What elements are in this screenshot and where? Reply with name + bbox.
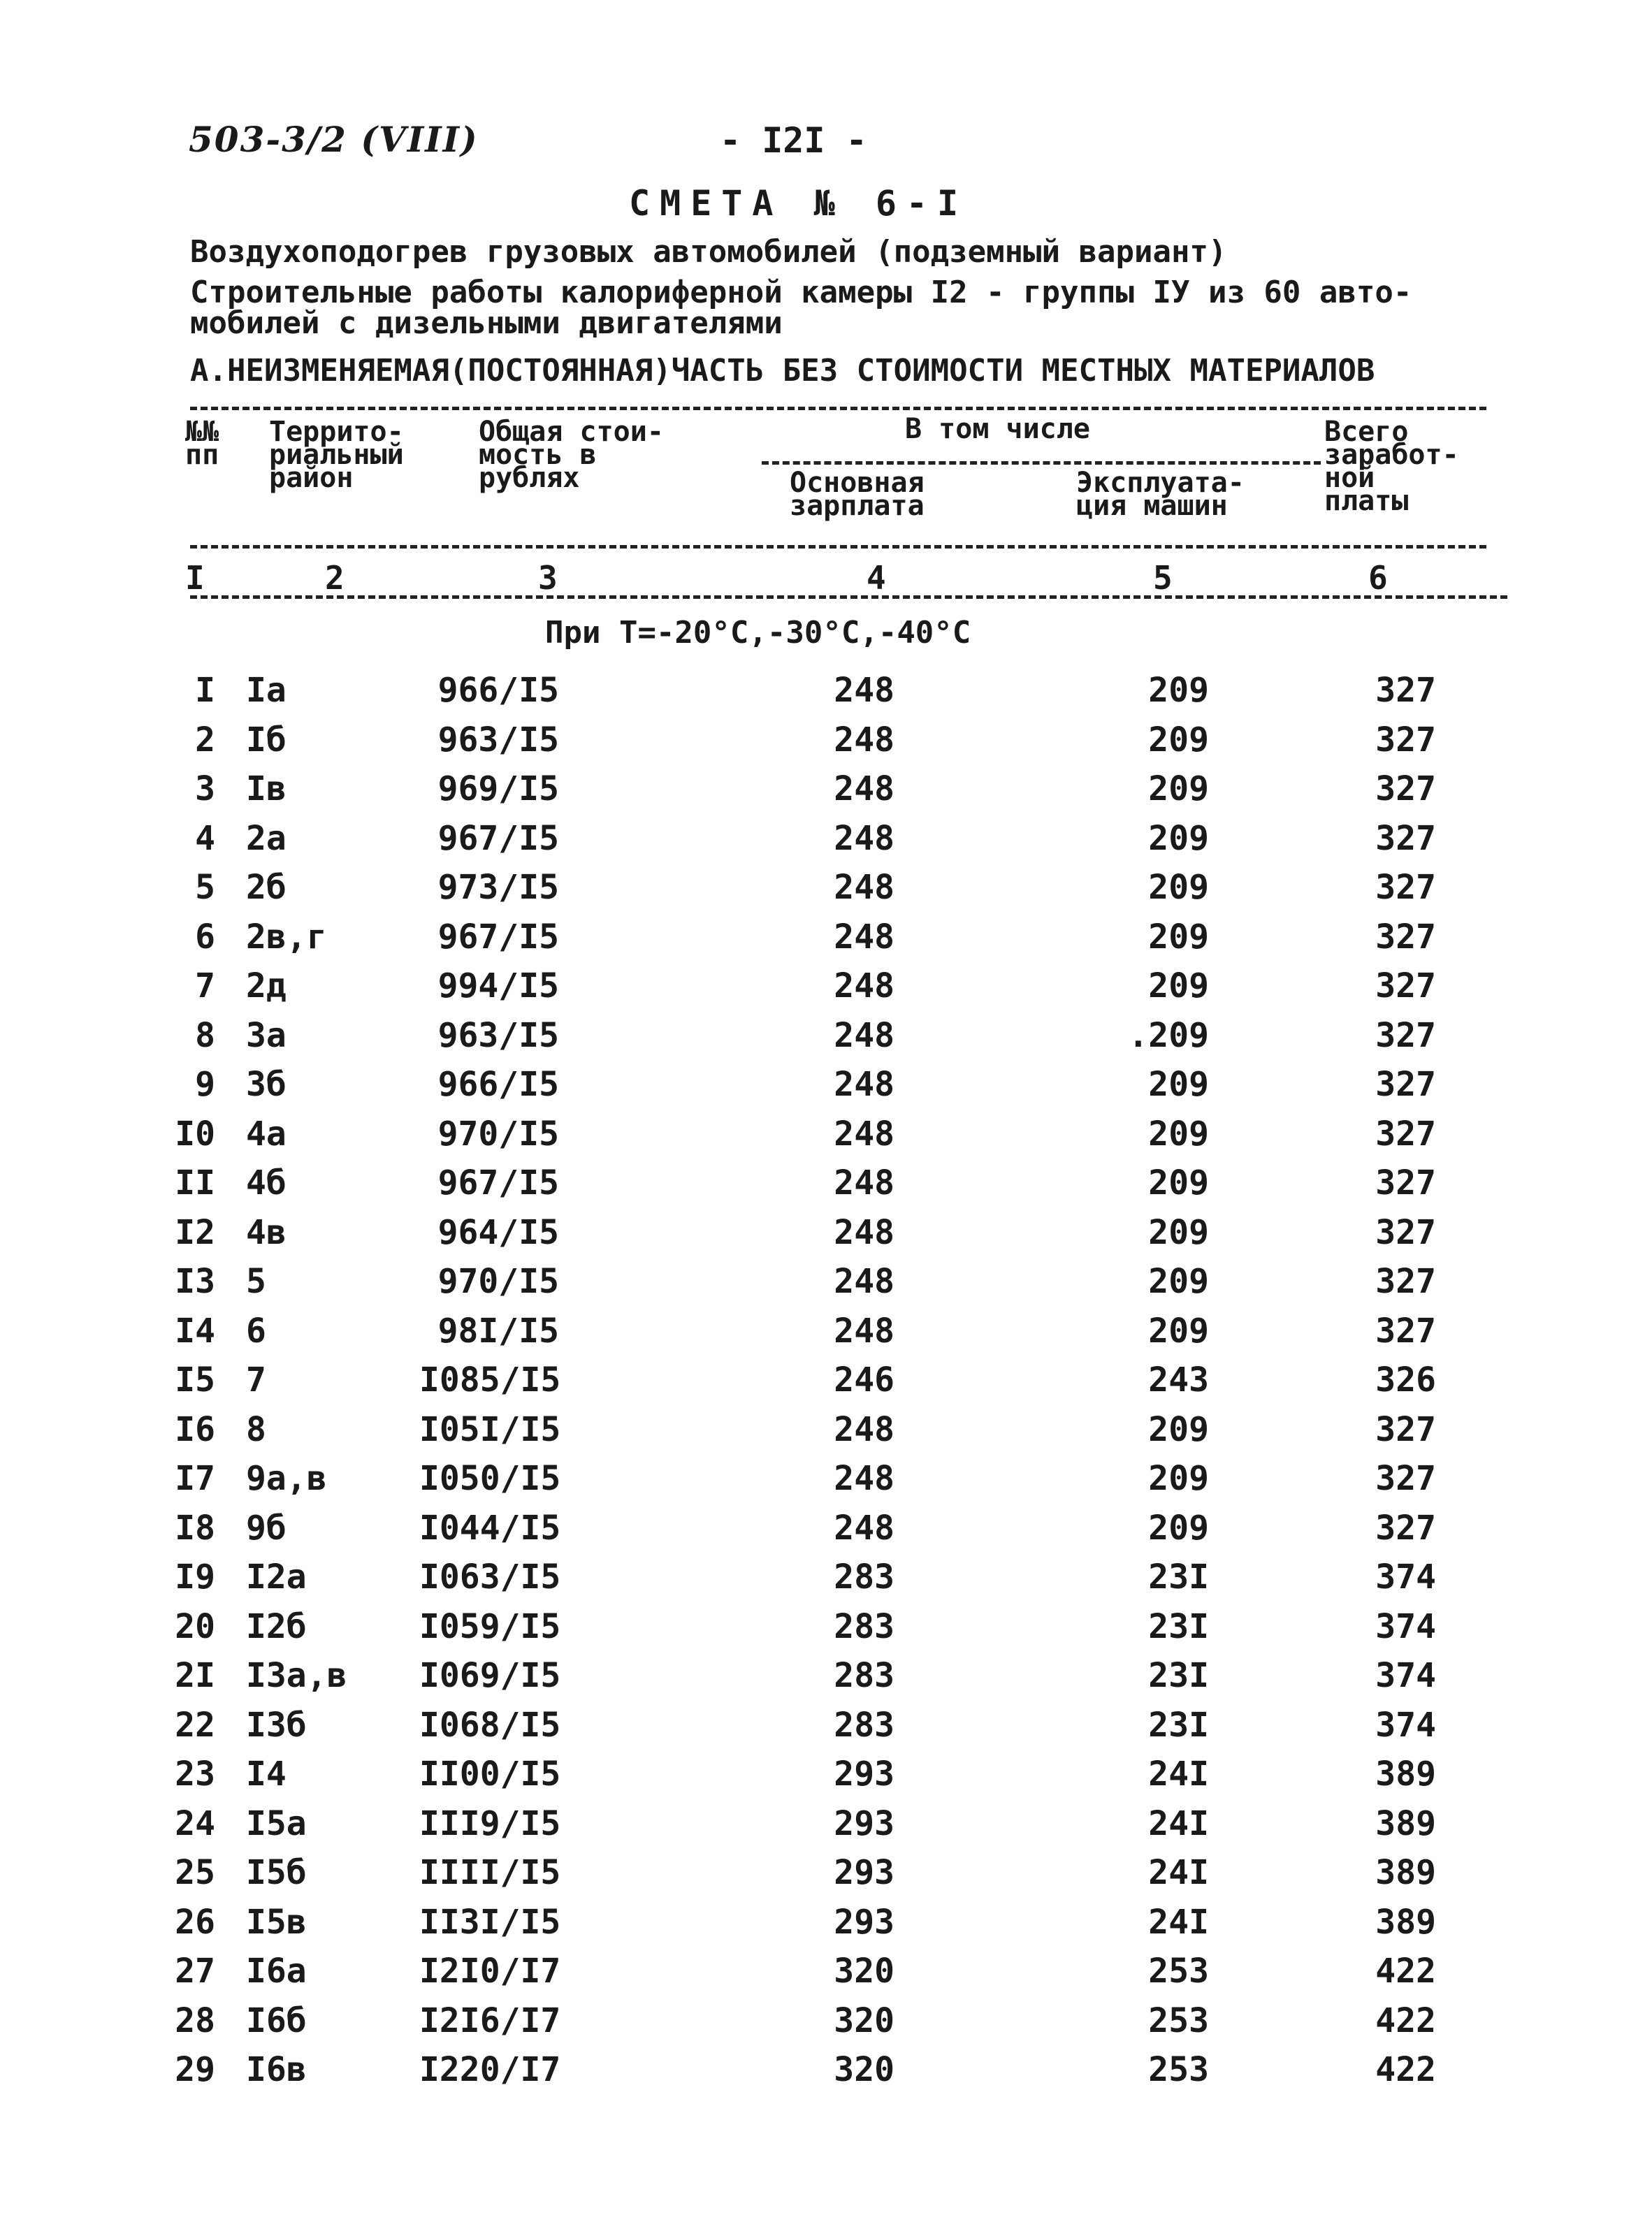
cell-region: 7 [246, 1360, 266, 1400]
cell-region: I5б [246, 1853, 307, 1892]
cell-machine-operation: 23I [1148, 1558, 1209, 1597]
cell-total-cost: I05I/I5 [419, 1409, 561, 1449]
cell-total-wages: 327 [1375, 1212, 1436, 1252]
cell-total-cost: 994/I5 [437, 966, 559, 1005]
table-rule-top [190, 407, 1486, 410]
cell-region: I2б [246, 1606, 307, 1646]
cell-region: I6а [246, 1952, 307, 1991]
cell-total-wages: 374 [1375, 1606, 1436, 1646]
cell-total-wages: 327 [1375, 671, 1436, 710]
cell-region: I6б [246, 2001, 307, 2040]
cell-base-wage: 248 [834, 1311, 894, 1351]
col-number-3: 3 [538, 559, 558, 597]
cell-base-wage: 248 [834, 917, 894, 957]
table-row [0, 1952, 1652, 2001]
cell-total-wages: 327 [1375, 1065, 1436, 1104]
table-row [0, 1706, 1652, 1755]
cell-machine-operation: 209 [1148, 818, 1209, 858]
cell-region: 2а [246, 818, 287, 858]
cell-base-wage: 248 [834, 1508, 894, 1548]
cell-base-wage: 248 [834, 1262, 894, 1301]
cell-total-cost: I050/I5 [419, 1459, 561, 1498]
cell-machine-operation: 253 [1148, 2001, 1209, 2040]
cell-base-wage: 283 [834, 1656, 894, 1695]
table-row [0, 671, 1652, 720]
cell-row-number: 23 [175, 1755, 215, 1794]
table-row [0, 1360, 1652, 1410]
cell-region: Iа [246, 671, 287, 710]
cell-total-wages: 389 [1375, 1902, 1436, 1942]
cell-machine-operation: 209 [1148, 720, 1209, 760]
cell-machine-operation: 23I [1148, 1606, 1209, 1646]
cell-row-number: 22 [175, 1705, 215, 1745]
cell-machine-operation: 243 [1148, 1360, 1209, 1400]
cell-base-wage: 248 [834, 720, 894, 760]
subtitle-line-1: Воздухоподогрев грузовых автомобилей (подземный вариант) [190, 234, 1227, 270]
cell-machine-operation: .209 [1128, 1015, 1209, 1055]
cell-machine-operation: 23I [1148, 1656, 1209, 1695]
cell-total-cost: 966/I5 [437, 1065, 559, 1104]
col-header-total-wages: Всего заработ- ной платы [1324, 416, 1459, 517]
table-rule-mid [190, 545, 1486, 549]
table-row [0, 868, 1652, 917]
cell-total-cost: 967/I5 [437, 917, 559, 957]
cell-region: I3а,в [246, 1656, 347, 1695]
cell-total-wages: 327 [1375, 1163, 1436, 1203]
table-row [0, 1509, 1652, 1558]
cell-total-cost: IIII/I5 [419, 1853, 561, 1892]
cell-total-wages: 327 [1375, 1459, 1436, 1498]
cell-total-wages: 327 [1375, 1262, 1436, 1301]
cell-total-wages: 327 [1375, 720, 1436, 760]
table-rule-bottom [190, 595, 1507, 599]
table-row [0, 1312, 1652, 1361]
cell-total-wages: 422 [1375, 2001, 1436, 2040]
col-header-machine-operation: Эксплуата- ция машин [1076, 467, 1245, 522]
cell-machine-operation: 209 [1148, 966, 1209, 1005]
document-title: СМЕТА № 6-I [629, 183, 969, 224]
table-row [0, 2001, 1652, 2051]
cell-total-cost: I063/I5 [419, 1558, 561, 1597]
table-row [0, 2050, 1652, 2100]
subtitle-line-2: Строительные работы калориферной камеры I2 - группы IУ из 60 авто- [190, 275, 1412, 310]
cell-total-wages: 327 [1375, 1015, 1436, 1055]
table-row [0, 1016, 1652, 1066]
col-header-region: Террито- риальный район [269, 416, 404, 494]
cell-base-wage: 248 [834, 1212, 894, 1252]
cell-total-wages: 327 [1375, 966, 1436, 1005]
cell-row-number: I2 [175, 1212, 215, 1252]
cell-base-wage: 320 [834, 2001, 894, 2040]
cell-total-wages: 327 [1375, 1409, 1436, 1449]
table-row [0, 1656, 1652, 1706]
cell-total-cost: II3I/I5 [419, 1902, 561, 1942]
cell-machine-operation: 209 [1148, 1508, 1209, 1548]
col-number-5: 5 [1153, 559, 1173, 597]
cell-total-wages: 422 [1375, 2050, 1436, 2089]
document-code: 503-3/2 (VIII) [189, 119, 479, 160]
cell-region: 2в,г [246, 917, 327, 957]
cell-machine-operation: 209 [1148, 1311, 1209, 1351]
cell-base-wage: 283 [834, 1705, 894, 1745]
cell-total-cost: 98I/I5 [437, 1311, 559, 1351]
table-row [0, 769, 1652, 819]
cell-total-cost: 970/I5 [437, 1114, 559, 1154]
cell-machine-operation: 209 [1148, 1163, 1209, 1203]
cell-row-number: I4 [175, 1311, 215, 1351]
cell-row-number: 9 [195, 1065, 215, 1104]
table-row [0, 1459, 1652, 1509]
cell-region: 5 [246, 1262, 266, 1301]
cell-row-number: 28 [175, 2001, 215, 2040]
section-title: А.НЕИЗМЕНЯЕМАЯ(ПОСТОЯННАЯ)ЧАСТЬ БЕЗ СТОИМОСТИ МЕСТНЫХ МАТЕРИАЛОВ [190, 353, 1375, 389]
cell-total-cost: 973/I5 [437, 868, 559, 907]
cell-machine-operation: 209 [1148, 1065, 1209, 1104]
col-header-including: В том числе [905, 413, 1090, 445]
cell-machine-operation: 209 [1148, 671, 1209, 710]
cell-machine-operation: 23I [1148, 1705, 1209, 1745]
cell-total-cost: 963/I5 [437, 1015, 559, 1055]
cell-row-number: I6 [175, 1409, 215, 1449]
cell-base-wage: 283 [834, 1558, 894, 1597]
cell-row-number: 25 [175, 1853, 215, 1892]
cell-total-cost: 970/I5 [437, 1262, 559, 1301]
cell-total-wages: 374 [1375, 1705, 1436, 1745]
cell-total-cost: 967/I5 [437, 818, 559, 858]
cell-total-wages: 422 [1375, 1952, 1436, 1991]
cell-total-wages: 374 [1375, 1558, 1436, 1597]
cell-region: I3б [246, 1705, 307, 1745]
cell-region: 2б [246, 868, 287, 907]
cell-row-number: 4 [195, 818, 215, 858]
cell-total-cost: I2I6/I7 [419, 2001, 561, 2040]
cell-region: Iв [246, 769, 287, 808]
cell-base-wage: 293 [834, 1803, 894, 1843]
cell-base-wage: 248 [834, 671, 894, 710]
cell-total-cost: I069/I5 [419, 1656, 561, 1695]
table-row [0, 1065, 1652, 1114]
cell-row-number: I5 [175, 1360, 215, 1400]
cell-total-wages: 327 [1375, 769, 1436, 808]
table-row [0, 1410, 1652, 1460]
cell-region: Iб [246, 720, 287, 760]
table-body [0, 671, 1652, 2100]
cell-machine-operation: 209 [1148, 868, 1209, 907]
table-row [0, 1607, 1652, 1657]
col-number-2: 2 [325, 559, 345, 597]
cell-machine-operation: 209 [1148, 1262, 1209, 1301]
table-row [0, 1262, 1652, 1312]
cell-base-wage: 248 [834, 769, 894, 808]
cell-total-cost: I059/I5 [419, 1606, 561, 1646]
cell-region: 6 [246, 1311, 266, 1351]
col-number-6: 6 [1368, 559, 1388, 597]
cell-base-wage: 293 [834, 1755, 894, 1794]
col-number-1: I [185, 559, 205, 597]
cell-region: 8 [246, 1409, 266, 1449]
cell-region: 3а [246, 1015, 287, 1055]
cell-region: 4в [246, 1212, 287, 1252]
cell-total-wages: 326 [1375, 1360, 1436, 1400]
cell-base-wage: 248 [834, 1114, 894, 1154]
cell-region: I4 [246, 1755, 287, 1794]
cell-row-number: I7 [175, 1459, 215, 1498]
cell-machine-operation: 253 [1148, 1952, 1209, 1991]
cell-row-number: 29 [175, 2050, 215, 2089]
table-row [0, 1804, 1652, 1854]
cell-machine-operation: 209 [1148, 1114, 1209, 1154]
cell-base-wage: 320 [834, 2050, 894, 2089]
table-row [0, 1755, 1652, 1804]
cell-base-wage: 246 [834, 1360, 894, 1400]
cell-row-number: I3 [175, 1262, 215, 1301]
cell-total-wages: 374 [1375, 1656, 1436, 1695]
cell-row-number: I [195, 671, 215, 710]
cell-region: I5а [246, 1803, 307, 1843]
cell-base-wage: 293 [834, 1853, 894, 1892]
table-row [0, 1853, 1652, 1903]
cell-region: 4а [246, 1114, 287, 1154]
cell-machine-operation: 209 [1148, 1409, 1209, 1449]
cell-region: I2а [246, 1558, 307, 1597]
cell-total-cost: I2I0/I7 [419, 1952, 561, 1991]
cell-region: 2д [246, 966, 287, 1005]
table-row [0, 966, 1652, 1016]
table-rule-sub [762, 461, 1321, 465]
cell-base-wage: 283 [834, 1606, 894, 1646]
cell-base-wage: 248 [834, 1015, 894, 1055]
cell-machine-operation: 209 [1148, 1459, 1209, 1498]
cell-total-cost: 966/I5 [437, 671, 559, 710]
cell-base-wage: 248 [834, 1163, 894, 1203]
table-row [0, 1903, 1652, 1952]
table-row [0, 819, 1652, 869]
cell-base-wage: 248 [834, 1459, 894, 1498]
table-row [0, 1558, 1652, 1607]
cell-base-wage: 248 [834, 818, 894, 858]
table-row [0, 720, 1652, 770]
cell-machine-operation: 24I [1148, 1853, 1209, 1892]
temperature-subheading: При Т=-20°С,-30°С,-40°С [545, 615, 971, 651]
cell-total-wages: 327 [1375, 1508, 1436, 1548]
cell-total-cost: 964/I5 [437, 1212, 559, 1252]
table-row [0, 1213, 1652, 1263]
cell-total-cost: II00/I5 [419, 1755, 561, 1794]
cell-machine-operation: 24I [1148, 1803, 1209, 1843]
cell-total-wages: 327 [1375, 1311, 1436, 1351]
cell-total-wages: 327 [1375, 917, 1436, 957]
cell-total-cost: I085/I5 [419, 1360, 561, 1400]
table-row [0, 917, 1652, 967]
cell-machine-operation: 209 [1148, 769, 1209, 808]
cell-row-number: I0 [175, 1114, 215, 1154]
cell-row-number: 6 [195, 917, 215, 957]
cell-total-cost: 967/I5 [437, 1163, 559, 1203]
cell-row-number: 3 [195, 769, 215, 808]
cell-row-number: 27 [175, 1952, 215, 1991]
cell-row-number: II [175, 1163, 215, 1203]
cell-base-wage: 248 [834, 966, 894, 1005]
cell-region: 4б [246, 1163, 287, 1203]
cell-base-wage: 248 [834, 1409, 894, 1449]
cell-row-number: 20 [175, 1606, 215, 1646]
table-row [0, 1114, 1652, 1164]
cell-row-number: I8 [175, 1508, 215, 1548]
cell-region: I6в [246, 2050, 307, 2089]
cell-row-number: 24 [175, 1803, 215, 1843]
cell-row-number: 7 [195, 966, 215, 1005]
cell-base-wage: 320 [834, 1952, 894, 1991]
cell-row-number: 5 [195, 868, 215, 907]
col-number-4: 4 [867, 559, 886, 597]
col-header-base-wage: Основная зарплата [790, 467, 925, 522]
cell-row-number: 8 [195, 1015, 215, 1055]
cell-base-wage: 248 [834, 868, 894, 907]
cell-total-cost: III9/I5 [419, 1803, 561, 1843]
cell-total-cost: I068/I5 [419, 1705, 561, 1745]
cell-total-wages: 389 [1375, 1803, 1436, 1843]
cell-total-cost: 963/I5 [437, 720, 559, 760]
cell-total-wages: 327 [1375, 818, 1436, 858]
cell-machine-operation: 209 [1148, 917, 1209, 957]
cell-base-wage: 293 [834, 1902, 894, 1942]
cell-base-wage: 248 [834, 1065, 894, 1104]
col-header-total-cost: Общая стои- мость в рублях [479, 416, 664, 494]
cell-total-cost: I220/I7 [419, 2050, 561, 2089]
cell-total-wages: 389 [1375, 1853, 1436, 1892]
cell-machine-operation: 24I [1148, 1902, 1209, 1942]
cell-total-cost: 969/I5 [437, 769, 559, 808]
cell-total-wages: 327 [1375, 1114, 1436, 1154]
cell-machine-operation: 209 [1148, 1212, 1209, 1252]
cell-region: I5в [246, 1902, 307, 1942]
cell-row-number: 2I [175, 1656, 215, 1695]
cell-region: 9б [246, 1508, 287, 1548]
table-row [0, 1163, 1652, 1213]
col-header-number: №№ пп [185, 416, 219, 471]
cell-total-wages: 327 [1375, 868, 1436, 907]
cell-total-wages: 389 [1375, 1755, 1436, 1794]
cell-row-number: 2 [195, 720, 215, 760]
cell-machine-operation: 24I [1148, 1755, 1209, 1794]
cell-machine-operation: 253 [1148, 2050, 1209, 2089]
cell-total-cost: I044/I5 [419, 1508, 561, 1548]
cell-row-number: 26 [175, 1902, 215, 1942]
page-number: - I2I - [720, 120, 867, 161]
subtitle-line-3: мобилей с дизельными двигателями [190, 305, 783, 341]
cell-row-number: I9 [175, 1558, 215, 1597]
cell-region: 9а,в [246, 1459, 327, 1498]
cell-region: 3б [246, 1065, 287, 1104]
